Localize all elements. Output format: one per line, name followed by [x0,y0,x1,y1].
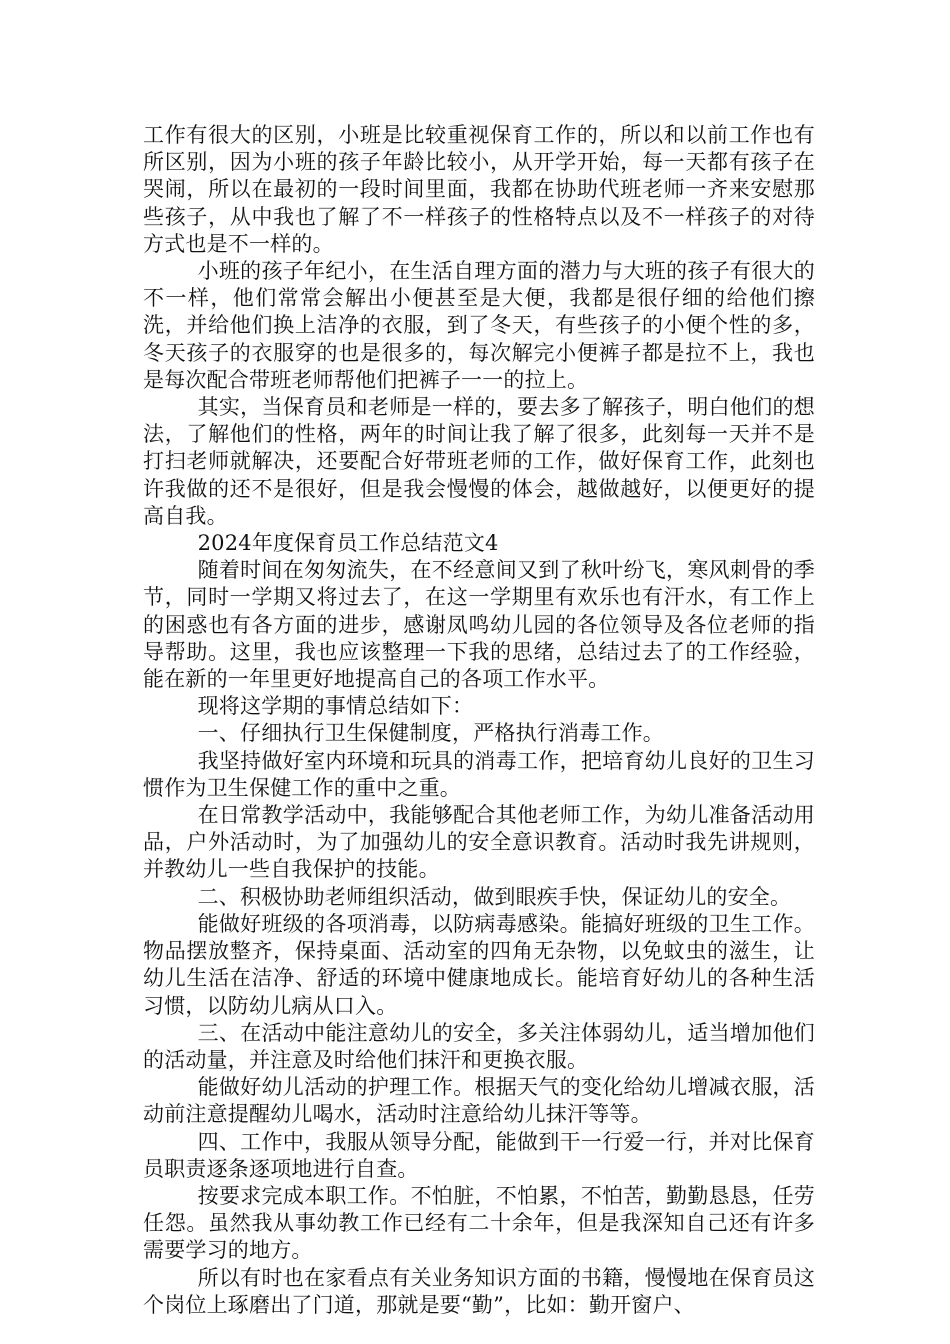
paragraph-6: 现将这学期的事情总结如下： [197,694,474,719]
paragraph-16: 所以有时也在家看点有关业务知识方面的书籍，慢慢地在保育员这个岗位上琢磨出了门道，那就是要“勤”，比如：勤开窗户、 [143,1265,815,1317]
paragraph-9: 在日常教学活动中，我能够配合其他老师工作，为幼儿准备活动用品，户外活动时，为了加强幼儿的安全意识教育。活动时我先讲规则，并教幼儿一些自我保护的技能。 [143,803,815,882]
item-heading-1: 一、仔细执行卫生保健制度，严格执行消毒工作。 [197,721,664,746]
document-body [143,122,815,1319]
item-heading-3: 三、在活动中能注意幼儿的安全，多关注体弱幼儿，适当增加他们的活动量，并注意及时给他们抹汗和更换衣服。 [143,1020,815,1072]
paragraph-13: 能做好幼儿活动的护理工作。根据天气的变化给幼儿增减衣服，活动前注意提醒幼儿喝水，活动时注意给幼儿抹汗等等。 [143,1075,815,1127]
paragraph-11: 能做好班级的各项消毒，以防病毒感染。能搞好班级的卫生工作。物品摆放整齐，保持桌面、活动室的四角无杂物，以免蚊虫的滋生，让幼儿生活在洁净、舒适的环境中健康地成长。能培育好幼儿的各种生活习惯，以防幼儿病从口入。 [143,911,815,1018]
paragraph-8: 我坚持做好室内环境和玩具的消毒工作，把培育幼儿良好的卫生习惯作为卫生保健工作的重中之重。 [143,748,815,800]
section-heading: 2024年度保育员工作总结范文4 [197,531,499,556]
paragraph-5: 随着时间在匆匆流失，在不经意间又到了秋叶纷飞，寒风刺骨的季节，同时一学期又将过去了，在这一学期里有欢乐也有汗水，有工作上的困惑也有各方面的进步，感谢凤鸣幼儿园的各位领导及各位老师的指导帮助。这里，我也应该整理一下我的思绪，总结过去了的工作经验，能在新的一年里更好地提高自己的各项工作水平。 [143,558,815,692]
paragraph-2: 小班的孩子年纪小，在生活自理方面的潜力与大班的孩子有很大的不一样，他们常常会解出小便甚至是大便，我都是很仔细的给他们擦洗，并给他们换上洁净的衣服，到了冬天，有些孩子的小便个性的多，冬天孩子的衣服穿的也是很多的，每次解完小便裤子都是拉不上，我也是每次配合带班老师帮他们把裤子一一的拉上。 [143,259,815,392]
item-heading-2: 二、积极协助老师组织活动，做到眼疾手快，保证幼儿的安全。 [197,884,792,909]
paragraph-3: 其实，当保育员和老师是一样的，要去多了解孩子，明白他们的想法，了解他们的性格，两年的时间让我了解了很多，此刻每一天并不是打扫老师就解决，还要配合好带班老师的工作，做好保育工作，此刻也许我做的还不是很好，但是我会慢慢的体会，越做越好，以便更好的提高自我。 [143,395,815,528]
paragraph-1: 工作有很大的区别，小班是比较重视保育工作的，所以和以前工作也有所区别，因为小班的孩子年龄比较小，从开学开始，每一天都有孩子在哭闹，所以在最初的一段时间里面，我都在协助代班老师一齐来安慰那些孩子，从中我也了解了不一样孩子的性格特点以及不一样孩子的对待方式也是不一样的。 [143,123,815,256]
paragraph-15: 按要求完成本职工作。不怕脏，不怕累，不怕苦，勤勤恳恳，任劳任怨。虽然我从事幼教工作已经有二十余年，但是我深知自己还有许多需要学习的地方。 [143,1183,815,1263]
item-heading-4: 四、工作中，我服从领导分配，能做到干一行爱一行，并对比保育员职责逐条逐项地进行自查。 [143,1129,815,1181]
